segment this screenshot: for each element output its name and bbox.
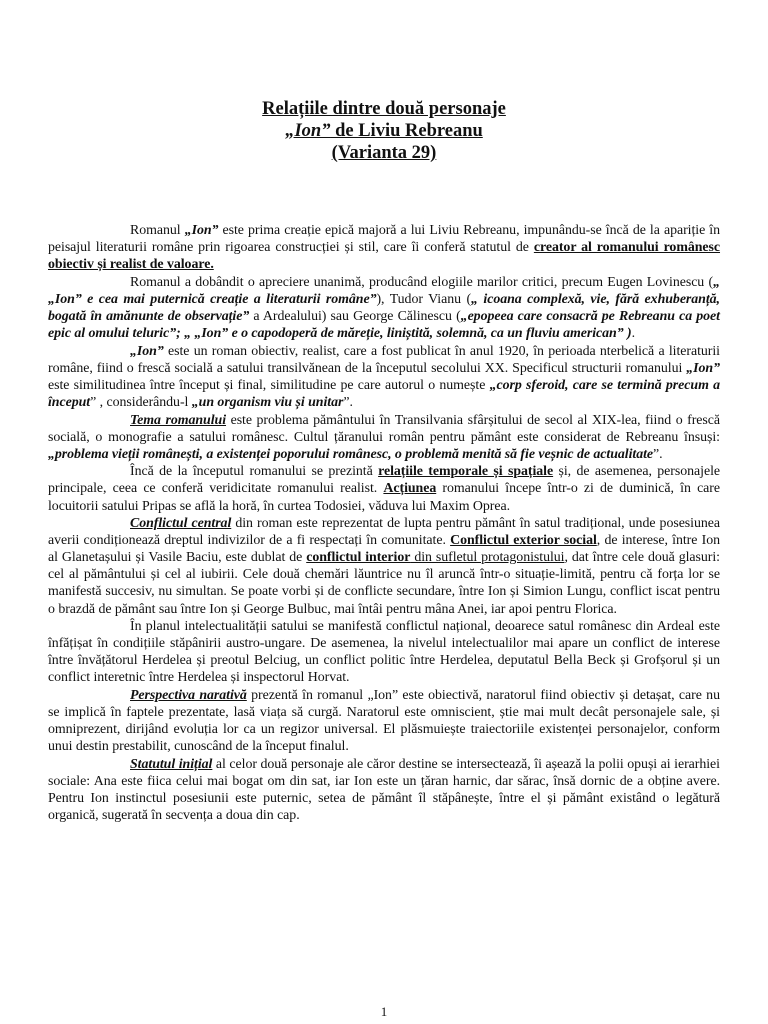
text-run: al celor două personaje ale căror destine se intersectează, îi așează la polii opuși ai ierarhiei sociale: Ana este fiica celui mai bogat om din sat, iar Ion este un țăran harnic, dar sărac, însă dornic de a obține avere. Pentru Ion instinctul posesiunii este puternic, setea de pământ îl stăpânește, între el și pământ existând o legătură organică, sugerată în secvența a doua din cap. xyxy=(48,756,720,824)
text-run: a Ardealului) sau George Călinescu ( xyxy=(249,308,461,324)
text-run: „Ion” xyxy=(184,223,219,238)
title-author: de Liviu Rebreanu xyxy=(330,121,483,141)
text-run: conflictul interior xyxy=(306,550,411,566)
text-run: conflict de interese xyxy=(612,636,720,652)
text-run: este xyxy=(48,377,74,393)
text-run: între învățătorul Herdelea și preotul Belciug, un conflict politic între Herdelea, deputatul Bella Beck și Grofșorul și un xyxy=(48,653,720,669)
text-run: și, de asemenea, personajele principale, ceea ce conferă xyxy=(48,464,720,497)
text-run: conflict interetnic xyxy=(48,670,146,686)
paragraph xyxy=(48,412,720,463)
text-run: între Herdelea și inspectorul Horvat. xyxy=(145,670,350,686)
title-italic-ion: „Ion” xyxy=(285,121,331,141)
text-run: „un organism viu și unitar xyxy=(191,394,344,410)
title-line-1: Relațiile dintre două personaje xyxy=(262,99,506,119)
text-run: Acțiunea xyxy=(383,481,437,497)
text-run: este prima creație epică majoră a lui Liviu Rebreanu, impunându-se încă de la apariție în peisajul literaturii române prin rigoarea construcției și stil, care îi conferă statutul de xyxy=(48,223,720,256)
text-run: Romanul xyxy=(130,223,185,238)
paragraph xyxy=(48,515,720,618)
title-line-3: (Varianta 29) xyxy=(331,143,437,163)
text-run: fiind xyxy=(536,688,571,704)
text-run: , dirijând evoluția lor ca un regizor universal. El plăsmuiește traiectoriile existenței personajelor, conform unui destin prestabilit, cunoscând de la început finalul. xyxy=(48,722,720,755)
text-run: În planul intelectualității satului se manifestă xyxy=(130,619,386,635)
paragraph xyxy=(48,687,720,755)
text-run: similitudinea între început și final xyxy=(73,377,263,393)
text-run: „problema vieții românești, a existenței poporului românesc, o problemă menită să fie veșnic de actualitate xyxy=(48,446,654,462)
text-run: conflicte secundare xyxy=(344,584,452,600)
text-run: este problema pământului în Transilvania sfârșitului de secol al XIX-lea, fiind o frescă socială, o monografie a satului românesc. Cultul țăranului român pentru pământ este considerat de Rebreanu însuși: xyxy=(48,412,720,445)
text-run: naratorul xyxy=(486,688,537,704)
text-run: Perspectiva narativă xyxy=(130,688,247,704)
text-run: Încă de la începutul romanului se prezintă xyxy=(130,464,379,480)
text-run: „Ion” xyxy=(130,343,164,359)
text-run: omniscient xyxy=(430,705,492,721)
text-run: , de interese, între Ion al Glanetașului și Vasile Baciu, este dublat de xyxy=(48,533,720,566)
text-run: „Ion” xyxy=(686,360,720,376)
paragraph xyxy=(48,463,720,514)
document-title xyxy=(0,98,768,164)
text-run: , deoarece satul românesc din Ardeal este înfățișat în condițiile stăpânirii austro-ungare. De asemenea, la nivelul intelectualilor mai apare un xyxy=(48,619,721,652)
text-run: , xyxy=(478,688,487,704)
text-run: din roman este reprezentat de lupta pentru pământ în satul tradițional, unde posesiunea averii condiționează dreptul indivizilor de a fi respectați în comunitate. xyxy=(48,516,720,549)
document-body xyxy=(48,222,720,824)
text-run: „corp sferoid, care se termină precum a început xyxy=(48,377,720,410)
page-number: 1 xyxy=(380,1004,388,1019)
text-run: „epopeea care consacră pe Rebreanu ca poet epic al omului teluric”; „ „Ion” e o capodoperă de măreție, liniștită, solemnă, ca un fluviu american” ) xyxy=(48,308,720,342)
text-run: ”. xyxy=(343,394,353,410)
text-run: din sufletul protagonistului xyxy=(410,550,565,566)
text-run: relațiile temporale și spațiale xyxy=(378,464,554,480)
text-run: și detașat, care nu se implică în faptele prezentate, lasă viața să curgă. Naratorul este xyxy=(48,688,720,721)
text-run: romanului realist. xyxy=(271,481,384,497)
text-run: romanului începe într-o zi de duminică, în care locuitorii satului Pripas se află la horă, în curtea Todosiei, văduva lui Maxim Oprea. xyxy=(48,481,720,514)
text-run: , similitudine pe care autorul o numește xyxy=(262,377,490,393)
text-run: „ „Ion” e cea mai puternică creație a literaturii române” xyxy=(48,274,720,307)
text-run: „ icoana complexă, vie, fără exhuberanță, bogată în amănunte de observație” xyxy=(48,291,720,324)
text-run: ”. xyxy=(653,446,663,462)
text-run: veridicitate xyxy=(209,481,272,497)
text-run: prezentă în romanul „Ion” este xyxy=(246,688,429,704)
text-run: obiectiv xyxy=(570,688,616,704)
text-run: obiectivă xyxy=(428,688,479,704)
paragraph xyxy=(48,618,720,686)
text-run: omniprezent xyxy=(48,722,117,738)
text-run: ” , considerându-l xyxy=(90,394,192,410)
paragraph xyxy=(48,222,720,273)
text-run: Conflictul exterior social xyxy=(450,533,597,549)
text-run: , știe mai mult decât personajele sale, și xyxy=(491,705,720,721)
title-line-2 xyxy=(0,120,768,142)
text-run: , dat între cele două glasuri: cel al pământului și cel al iubirii. Cele două chemări lăuntrice nu îl aruncă într-o situație-limită, pentru că forța lor se manifestă succesiv, nu simultan. Se poate vorbi și de xyxy=(48,550,720,600)
text-run: Tema romanului xyxy=(130,412,227,428)
text-run: , între Ion și Simion Lungu, conflict iscat pentru o brazdă de pământ sau între Ion și George Bulbuc, mai întâi pentru mâna Anei, iar apoi pentru Florica. xyxy=(48,584,720,617)
text-run: Statutul inițial xyxy=(130,756,213,772)
text-run: este un roman obiectiv, realist, care a fost publicat în anul 1920, în perioada nterbelică a literaturii române, fiind o frescă socială a satului transilvănean de la începutul secolului XX. Specificul structurii romanului xyxy=(48,343,720,376)
paragraph xyxy=(48,343,720,411)
text-run: creator al romanului românesc obiectiv și realist de valoare. xyxy=(48,240,721,273)
text-run: ), Tudor Vianu ( xyxy=(376,291,472,307)
paragraph xyxy=(48,274,720,342)
text-run: Romanul a dobândit o apreciere unanimă, producând elogiile marilor critici, precum Eugen Lovinescu ( xyxy=(130,274,714,290)
text-run: conflictul național xyxy=(385,619,488,635)
paragraph xyxy=(48,756,720,824)
text-run: Conflictul central xyxy=(130,516,232,532)
text-run: . xyxy=(631,326,636,342)
